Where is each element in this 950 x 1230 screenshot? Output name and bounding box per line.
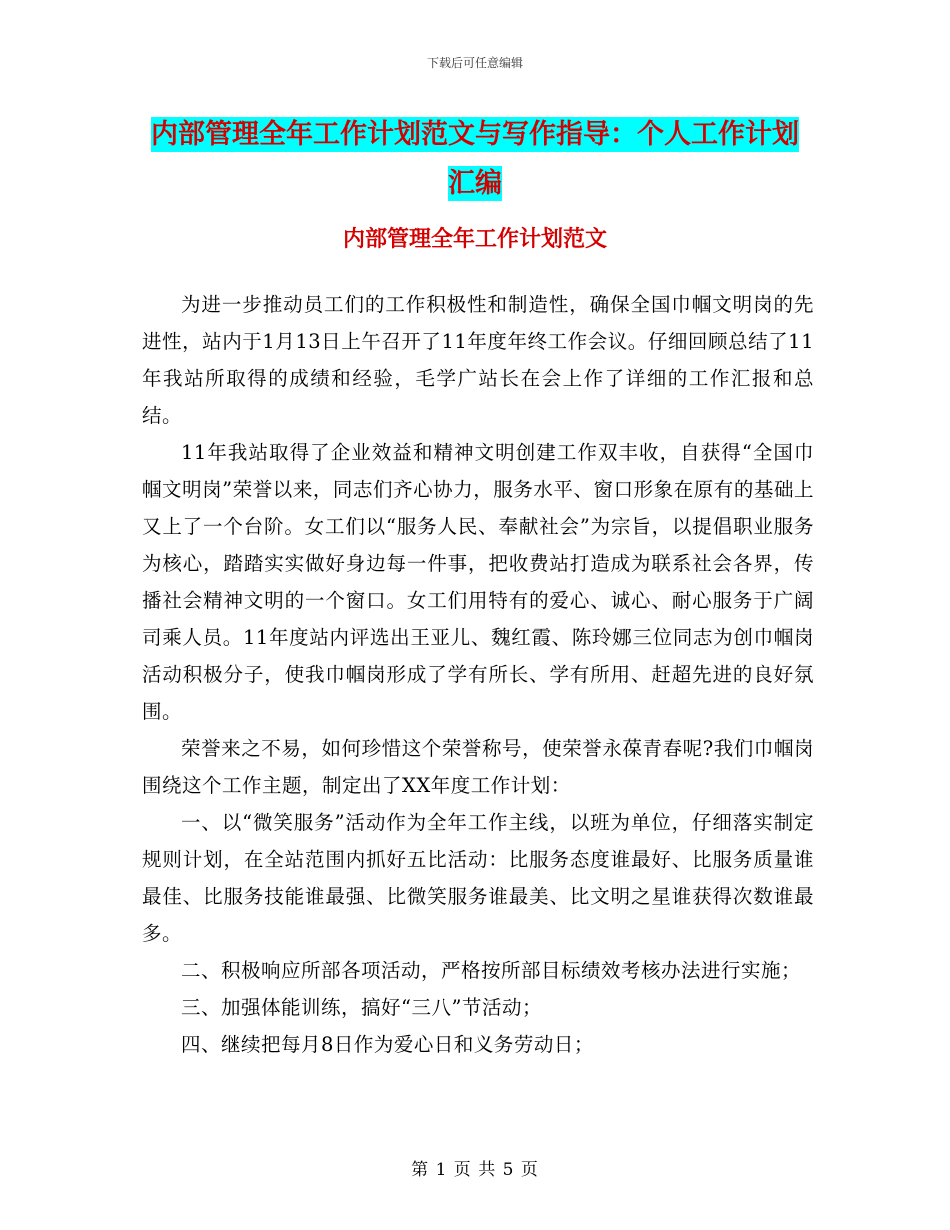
- page-footer: 第 1 页 共 5 页: [411, 1160, 539, 1180]
- document-main-title: [140, 110, 810, 208]
- paragraph: 一、以“微笑服务”活动作为全年工作主线，以班为单位，仔细落实制定规则计划，在全站范围内抓好五比活动：比服务态度谁最好、比服务质量谁最佳、比服务技能谁最强、比微笑服务谁最美、比文明之星谁获得次数谁最多。: [142, 811, 814, 945]
- document-body: [142, 286, 814, 1063]
- section-title: 内部管理全年工作计划范文: [342, 227, 607, 252]
- paragraph: 二、积极响应所部各项活动，严格按所部目标绩效考核办法进行实施；: [181, 959, 802, 982]
- main-title-highlight: 内部管理全年工作计划范文与写作指导：个人工作计划汇编: [151, 119, 799, 199]
- paragraph: 11年我站取得了企业效益和精神文明创建工作双丰收，自获得“全国巾帼文明岗”荣誉以来，同志们齐心协力，服务水平、窗口形象在原有的基础上又上了一个台阶。女工们以“服务人民、奉献社会”为宗旨，以提倡职业服务为核心，踏踏实实做好身边每一件事，把收费站打造成为联系社会各界，传播社会精神文明的一个窗口。女工们用特有的爱心、诚心、耐心服务于广阔司乘人员。11年度站内评选出王亚儿、魏红霞、陈玲娜三位同志为创巾帼岗活动积极分子，使我巾帼岗形成了学有所长、学有所用、赶超先进的良好氛围。: [142, 441, 814, 723]
- header-note: 下载后可任意编辑: [426, 56, 523, 70]
- paragraph: 荣誉来之不易，如何珍惜这个荣誉称号，使荣誉永葆青春呢?我们巾帼岗围绕这个工作主题，制定出了XX年度工作计划：: [142, 737, 814, 797]
- paragraph: 四、继续把每月8日作为爱心日和义务劳动日；: [181, 1033, 594, 1056]
- paragraph: 三、加强体能训练，搞好“三八”节活动；: [181, 996, 542, 1019]
- paragraph: 为进一步推动员工们的工作积极性和制造性，确保全国巾帼文明岗的先进性，站内于1月13日上午召开了11年度年终工作会议。仔细回顾总结了11年我站所取得的成绩和经验，毛学广站长在会上作了详细的工作汇报和总结。: [142, 293, 814, 427]
